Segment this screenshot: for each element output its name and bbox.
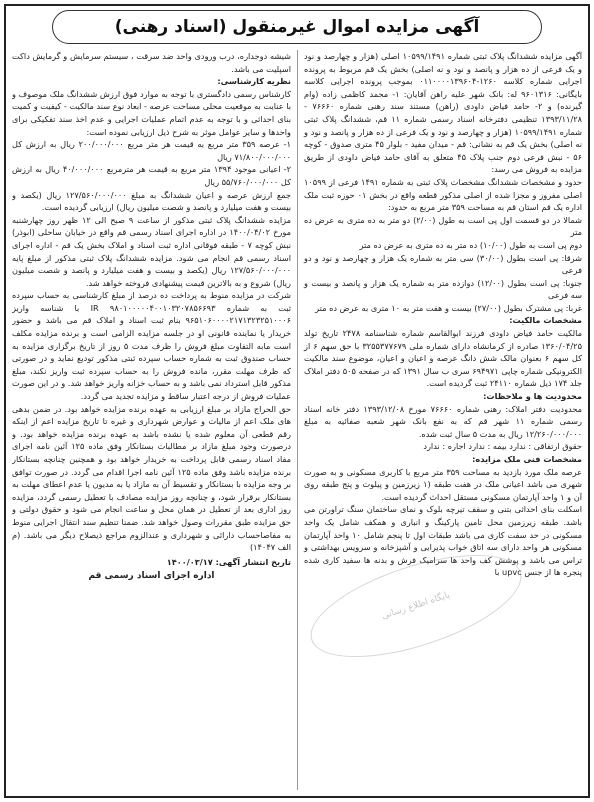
stamp-text: پایگاه اطلاع رسانی (380, 590, 452, 622)
notice-columns (12, 50, 582, 790)
right-paragraph: محدودیت دفتر املاک: رهنی شماره ۷۶۶۶۰ مورخ ۱۳۹۳/۱۲/۰۸ دفتر خانه اسناد رسمی شماره ۱۱ شهر قم که به نفع بانک شهر شعبه صفائیه به مبلغ ۱۲/۲۶۰/۰۰۰/۰۰۰ ریال به مدت ۵ سال ثبت شده. (304, 403, 582, 439)
left-column (12, 50, 297, 790)
right-paragraph: حدود و مشخصات ششدانگ مشخصات پلاک ثبتی به شماره ۱۴۹۱ فرعی از ۱۰۵۹۹ اصلی مفروز و مجزا شده از اصلی مذکور قطعه واقع در بخش ۰۱ حوزه ثبت ملک اداره یک قم استان قم به مساحت ۳۵۹ متر مربع به حدود: (304, 176, 582, 213)
left-paragraph: کارشناس رسمی دادگستری با توجه به موارد فوق ارزش ششدانگ ملک موصوف و با عنایت به موقعیت محلی مساحت عرصه - ابعاد نوع سند مالکیت - کیفیت و کمیت بنای احداثی و با توجه به عدم اتمام عملیات اجرایی و عدم اخذ سند تفکیکی برای واحدها و سایر عوامل موثر به شرح ذیل ارزیابی نموده است: (12, 88, 291, 137)
left-paragraphs (12, 50, 291, 554)
right-column (297, 50, 582, 790)
left-paragraph: شیشه دوجداره، درب ورودی واحد ضد سرقت ، سیستم سرمایش و گرمایش داکت اسپلیت می باشد. (12, 51, 291, 74)
right-paragraph: عرصه ملک مورد بازدید به مساحت ۳۵۹ متر مربع با کاربری مسکونی و به صورت شهری می باشد اعیانی ملک در هفت طبقه (۱ زیرزمین و پیلوت و پنج طبقه روی آن و ۱ واحد آپارتمان مسکونی مستقل احداث گردیده است. (304, 466, 582, 502)
left-paragraph: حق الحراج مازاد بر مبلغ ارزیابی به عهده برنده مزایده خواهد بود. در ضمن بدهی های ملک اعم از مالیات و عوارض شهرداری و غیره تا تاریخ مزایده اعم از اینکه رقم قطعی آن معلوم شده یا نشده باشد به عهده برنده مزایده خواهد بود. و درصورت وجود مبلغ مازاد بر مطالبات بستانکار وفق ماده ۱۲۵ آئین نامه اجرای مفاد اسناد رسمی قابل پرداخت به خریدار خواهد بود و همچنین چنانچه بستانکار برنده مزایده باشد وفق ماده ۱۲۵ آئین نامه اجرا اقدام می گردد. در صورت توافق بر وجه مزایده با بستانکار و تقسیط آن به مازاد یا به مدیون یا عدم اعطای مهلت به بستانکار برقرار شود، و چنانچه روز مزایده مصادف با تعطیل رسمی گردد، مزایده روز اداری بعد از تعطیل در همان محل و ساعت انجام می شود و حقوق دولتی و حق مزایده طبق مقررات وصول خواهد شد. ضمنا تنظیم سند انتقال اجرایی منوط به مفاصاحساب دارائی و شهرداری و عندالزوم مراجع ذیصلاح دیگر می باشد. (م الف ۱۴۰۴۷) (12, 403, 291, 553)
right-paragraph: شرقا: پی است بطول (۳۰/۰۰) سی متر به شماره یک هزار و چهارصد و نود و دو فرعی (304, 252, 582, 276)
right-paragraph: آگهی مزایده ششدانگ پلاک ثبتی شماره ۱۰۵۹۹/۱۴۹۱ اصلی (هزار و چهارصد و نود و یک فرعی از ده هزار و پانصد و نود و نه اصلی) بخش یک قم مربوط به پرونده اجرایی شماره کلاسه ۱۲۶۰-۰۱۱۰۰۰۰۱۳۹۶۰۴ بموجب پرونده اجرایی کلاسه بایگانی: ۹۶۰۱۳۱۶ له: بانک شهر علیه راهن آقایان: ۱- محمد کاظمی زاده (وام گیرنده) و ۲- حامد فیاض داودی (راهن) مستند سند رهنی شماره ۷۶۶۶۰ - ۱۳۹۳/۱۱/۲۸ تنظیمی دفترخانه اسناد رسمی شماره ۱۱ قم، ششدانگ پلاک ثبتی شماره ۱۰۵۹۹/۱۴۹۱ (هزار و چهارصد و نود و یک فرعی از ده هزار و پانصد و نود و نه اصلی) بخش یک قم به نشانی: قم - میدان مفید - بلوار ۴۵ متری صدوق - کوچه ۵۶ - نبش فرعی دوم جنب پلاک ۴۵ متعلق به آقای حامد فیاض داودی از طریق مزایده به فروش می رسد: (304, 51, 582, 175)
left-paragraph: مزایده ششدانگ پلاک ثبتی مذکور از ساعت ۹ صبح الی ۱۲ ظهر روز چهارشنبه مورخ ۱۴۰۰/۰۴/۰۲ در اداره اجرای اسناد رسمی قم واقع در خیابان ساحلی (ابوذر) نبش کوچه ۷ - طبقه فوقانی اداره ثبت اسناد و املاک بخش یک قم - اداره اجرای اسناد رسمی قم انجام می شود. مزایده ششدانگ پلاک ثبتی مذکور از مبلغ پایه ۱۲۷/۵۶۰/۰۰۰/۰۰۰ ریال (یکصد و بیست و هفت میلیارد و پانصد و شصت میلیون ریال) شروع و به بالاترین قیمت پیشنهادی فروخته خواهد شد. (12, 214, 292, 288)
right-paragraph: شمالا در دو قسمت اول پی است به طول (۲/۰۰) دو متر به ده متری به عرض ده متر (304, 214, 582, 238)
left-paragraph: جمع ارزش عرصه و اعیان ششدانگ به مبلغ ۱۲۷/۵۶۰/۰۰۰/۰۰۰ ریال (یکصد و بیست و هفت میلیارد و پانصد و شصت میلیون ریال) ارزیابی گردیده است. (12, 189, 291, 213)
left-paragraph: شرکت در مزایده منوط به پرداخت ده درصد از مبلغ کارشناسی به حساب سپرده ثبت به شماره IR ۹۸۰۱۰۰۰۰۰۴۰۰۱۰۳۲۰۷۸۵۶۶۹۳ با شناسه واریز ۹۶۵۱۰۶۰۰۰۰۲۱۷۱۳۲۳۲۵۱۰۰۰۶ بنام ثبت اسناد و املاک قم می باشد و حضور خریدار یا نماینده قانونی او در جلسه مزایده الزامی است و برنده مزایده مکلف است مابه التفاوت مبلغ فروش را ظرف مدت ۵ روز از تاریخ برگزاری مزایده به حساب صندوق ثبت به شماره حساب سپرده ثبتی مذکور تودیع نماید و در صورتی که ظرف مهلت مقرر، مانده فروش را به حساب سپرده ثبت واریز نکند، مبلغ مذکور قابل استرداد نمی باشد و به حساب خزانه واریز خواهد شد. و در این صورت عملیات فروش از درجه اعتبار ساقط و مزایده تجدید می گردد. (12, 290, 292, 402)
right-paragraph: دوم پی است به طول (۱۰/۰۰) ده متر به ده متری به عرض ده متر (359, 239, 582, 250)
right-paragraph: جنوبا: پی است بطول (۱۲/۰۰) دوازده متر به شماره یک هزار و پانصد و بیست و سه فرعی (304, 277, 582, 301)
left-paragraph: نظریه کارشناسی: (217, 76, 291, 87)
auction-notice (4, 4, 590, 798)
right-paragraph: غربا: پی مشترک بطول (۲۷/۰۰) بیست و هفت متر به ۱۰ متری به عرض ده متر (315, 302, 582, 313)
right-paragraph: محدودیت ها و ملاحظات: (483, 391, 582, 402)
notice-title-box (52, 10, 542, 44)
notice-title: آگهی مزایده اموال غیرمنقول (اسناد رهنی) (114, 17, 480, 37)
right-paragraph: مالکیت حامد فیاض داودی فرزند ابوالقاسم شماره شناسنامه ۲۴۷۸ تاریخ تولد ۱۳۶۰/۰۴/۲۵ صادره از کرمانشاه دارای شماره ملی ۳۲۵۵۳۷۷۶۷۹ با حق سهم ۶ از کل سهم ۶ بعنوان مالک شش دانگ عرصه و اعیان و اعیان، موضوع سند مالکیت الکترونیکی شماره چاپی ۶۹۴۹۷۱ سری ب سال ۱۳۹۱ که در صفحه ۵۰۵ دفتر املاک جلد ۱۷۴ ذیل شماره ۲۴۱۱۰ ثبت گردیده است. (304, 328, 582, 389)
left-paragraph: ۲- اعیانی موجود ۱۳۹۴ متر مربع به قیمت هر مترمربع ۴۰/۰۰۰/۰۰۰ ریال به ارزش کل ۵۵/۷۶۰/۰۰۰/۰۰۰ ریال (12, 164, 291, 187)
publish-date: تاریخ انتشار آگهی: ۱۴۰۰/۰۳/۱۷ (166, 556, 291, 567)
right-paragraph: مشخصات مالکیت: (509, 315, 582, 326)
issuer-signature: اداره اجرای اسناد رسمی قم (88, 571, 215, 582)
right-paragraph: حقوق ارتفاقی : ندارد بیمه : ندارد اجاره : ندارد (423, 441, 582, 452)
right-paragraph: اسکلت بنای احداثی بتنی و سقف تیرچه بلوک و نمای ساختمان سنگ تراورتن می باشد. طبقه زیرزمین محل تامین پارکینگ و انباری و همکف شامل یک واحد مسکونی در حد سفت کاری می باشد طبقات اول تا پنجم شامل ۱۰ واحد آپارتمان مسکونی هر واحد دارای سه اتاق خواب پذیرایی و آشپزخانه و سرویس بهداشتی و تراس می باشد و پوشش کف واحد ها سرامیک فرش و بدنه ها سفید کاری شده پنجره ها از جنس upvc با (304, 504, 582, 578)
right-paragraph: مشخصات فنی ملک مزایده: (472, 454, 582, 464)
left-paragraph: ۱- عرصه ۳۵۹ متر مربع به قیمت هر متر مربع ۲۰۰/۰۰۰/۰۰۰ ریال به ارزش کل ۷۱/۸۰۰/۰۰۰/۰۰۰ ریال (12, 139, 292, 162)
